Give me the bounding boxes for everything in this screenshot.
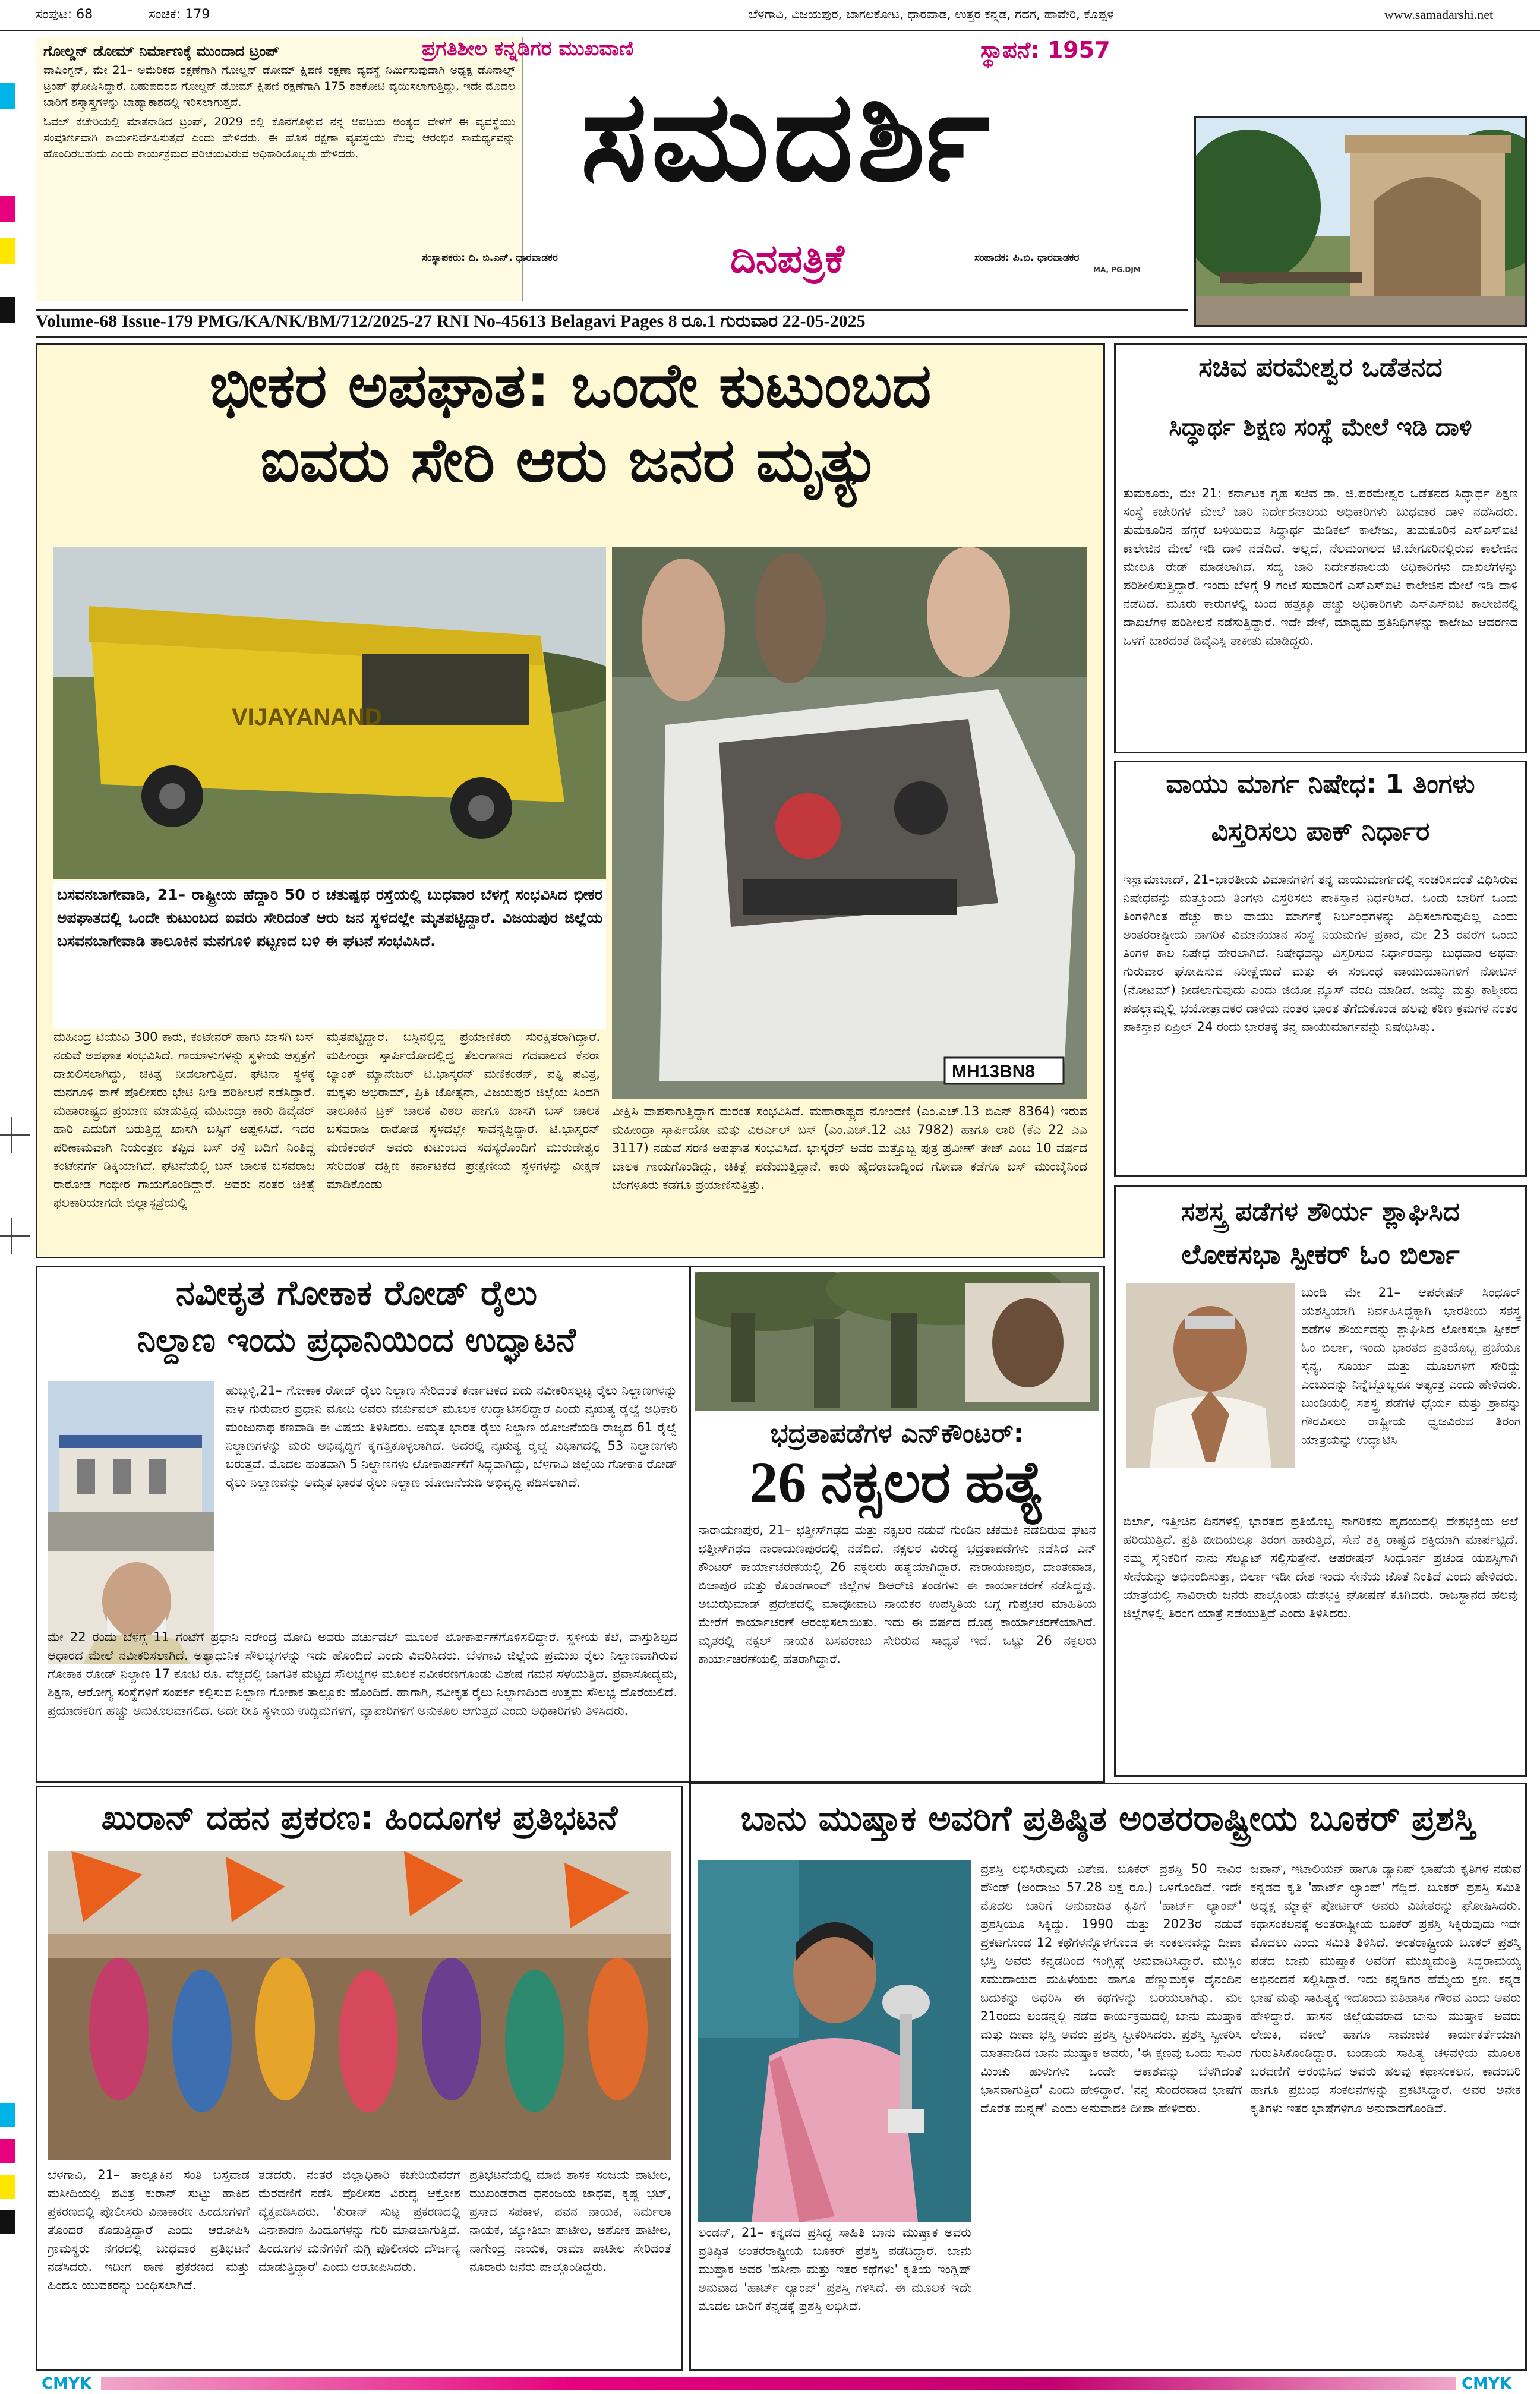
- bus-lettering: VIJAYANAND: [232, 704, 382, 730]
- airspace-headline-line1: ವಾಯು ಮಾರ್ಗ ನಿಷೇಧ: 1 ತಿಂಗಳು: [1166, 769, 1475, 799]
- naxal-body: ನಾರಾಯಣಪುರ, 21– ಛತ್ತೀಸ್‌ಗಢದ ಮತ್ತು ನಕ್ಸಲರ ನಡುವೆ ಗುಂಡಿನ ಚಕಮಕಿ ನಡೆದಿರುವ ಘಟನೆ ಛತ್ತೀಸ್‌ಗಢದ ನಾರಾಯಣಪುರದಲ್ಲಿ ನಡೆದಿದೆ. ನಕ್ಸಲರ ವಿರುದ್ಧ ಭದ್ರತಾಪಡೆಗಳು ನಡೆಸಿದ ಎನ್ ಕೌಂಟರ್ ಕಾರ್ಯಾಚರಣೆಯಲ್ಲಿ 26 ನಕ್ಸಲರು ಹತ್ಯೆಯಾಗಿದ್ದಾರೆ. ನಾರಾಯಣಪುರ, ದಾಂತೇವಾಡ, ಬಿಜಾಪುರ ಮತ್ತು ಕೊಂಡಗಾಂವ್ ಜಿಲ್ಲೆಗಳ ಡಿಆರ್‌ಜಿ ತಂಡಗಳು ಈ ಕಾರ್ಯಾಚರಣೆ ನಡೆಸಿದ್ದವು. ಅಬುಝಮಾಡ್ ಪ್ರದೇಶದಲ್ಲಿ ಮಾವೋವಾದಿ ನಾಯಕರ ಉಪಸ್ಥಿತಿಯ ಬಗ್ಗೆ ಗುಪ್ತಚರ ಮಾಹಿತಿಯ ಮೇರೆಗೆ ಕಾರ್ಯಾಚರಣೆ ಆರಂಭಿಸಲಾಯಿತು. ಇದು ಈ ವರ್ಷದ ದೊಡ್ಡ ಕಾರ್ಯಾಚರಣೆಯಾಗಿದೆ. ಮೃತರಲ್ಲಿ ನಕ್ಸಲ್ ನಾಯಕ ಬಸವರಾಜು ಸೇರಿರುವ ಸಾಧ್ಯತೆ ಇದೆ. ಒಟ್ಟು 26 ನಕ್ಸಲರು ಕಾರ್ಯಾಚರಣೆಯಲ್ಲಿ ಹತರಾಗಿದ್ದಾರೆ.: [698, 1523, 1096, 1666]
- booker-headline: ಬಾನು ಮುಷ್ತಾಕ ಅವರಿಗೆ ಪ್ರತಿಷ್ಠಿತ ಅಂತರರಾಷ್ಟ್ರೀಯ ಬೂಕರ್ ಪ್ರಶಸ್ತಿ: [740, 1798, 1476, 1838]
- college-gate-photo: [1194, 116, 1527, 327]
- black-swatch: [0, 297, 15, 323]
- founder-credit: ಸಂಸ್ಥಾಪಕರು: ದಿ. ಬಿ.ಎನ್. ಧಾರವಾಡಕರ: [422, 252, 558, 264]
- top-strip: [0, 0, 1540, 30]
- booker-body-column: ಜಪಾನ್, ಇಟಾಲಿಯನ್ ಹಾಗೂ ಡ್ಯಾನಿಷ್ ಭಾಷೆಯ ಕೃತಿಗಳ ನಡುವೆ ಕನ್ನಡದ ಕೃತಿ 'ಹಾರ್ಟ್ ಲ್ಯಾಂಪ್' ಗೆದ್ದಿದೆ. ಬೂಕರ್ ಪ್ರಶಸ್ತಿ ಸಮಿತಿ ಅಧ್ಯಕ್ಷ ಮ್ಯಾಕ್ಸ್ ಪೋರ್ಟರ್ ಅವರು ವಿಜೇತರನ್ನು ಘೋಷಿಸಿದರು. ಕಥಾಸಂಕಲನಕ್ಕೆ ಅಂತರಾಷ್ಟ್ರೀಯ ಬೂಕರ್ ಪ್ರಶಸ್ತಿ ಸಿಕ್ಕಿರುವುದು ಇದೇ ಮೊದಲು ಎಂದು ಸಮಿತಿ ತಿಳಿಸಿದೆ. ಅಂತರಾಷ್ಟ್ರೀಯ ಬೂಕರ್ ಪ್ರಶಸ್ತಿ ಪಡೆದ ಬಾನು ಮುಷ್ತಾಕ ಅವರಿಗೆ ಮುಖ್ಯಮಂತ್ರಿ ಸಿದ್ದರಾಮಯ್ಯ ಅಭಿನಂದನೆ ಸಲ್ಲಿಸಿದ್ದಾರೆ. ಇದು ಕನ್ನಡಿಗರ ಹೆಮ್ಮೆಯ ಕ್ಷಣ. ಕನ್ನಡ ಭಾಷೆ ಮತ್ತು ಸಾಹಿತ್ಯಕ್ಕೆ ಇದೊಂದು ಐತಿಹಾಸಿಕ ಗೌರವ ಎಂದು ಅವರು ಹೇಳಿದ್ದಾರೆ. ಹಾಸನ ಜಿಲ್ಲೆಯವರಾದ ಬಾನು ಮುಷ್ತಾಕ ಅವರು ಲೇಖಕಿ, ವಕೀಲೆ ಹಾಗೂ ಸಾಮಾಜಿಕ ಕಾರ್ಯಕರ್ತೆಯಾಗಿ ಗುರುತಿಸಿಕೊಂಡಿದ್ದಾರೆ. ಬಂಡಾಯ ಸಾಹಿತ್ಯ ಚಳವಳಿಯ ಮೂಲಕ ಬರವಣಿಗೆ ಆರಂಭಿಸಿದ ಅವರು ಹಲವು ಕಥಾಸಂಕಲನ, ಕಾದಂಬರಿ ಹಾಗೂ ಪ್ರಬಂಧ ಸಂಕಲನಗಳನ್ನು ಪ್ರಕಟಿಸಿದ್ದಾರೆ. ಅವರ ಅನೇಕ ಕೃತಿಗಳು ಇತರ ಭಾಷೆಗಳಿಗೂ ಅನುವಾದಗೊಂಡಿವೆ.: [1251, 1862, 1521, 2115]
- website-link[interactable]: www.samadarshi.net: [1384, 7, 1494, 22]
- booker-body-column: ಪ್ರಶಸ್ತಿ ಲಭಿಸಿರುವುದು ವಿಶೇಷ. ಬೂಕರ್ ಪ್ರಶಸ್ತಿ 50 ಸಾವಿರ ಪೌಂಡ್ (ಅಂದಾಜು 57.28 ಲಕ್ಷ ರೂ.) ಒಳಗೊಂಡಿದೆ. ಇದೇ ಮೊದಲ ಬಾರಿಗೆ ಅನುವಾದಿತ ಕೃತಿಗೆ 'ಹಾರ್ಟ್ ಲ್ಯಾಂಪ್' ಪ್ರಶಸ್ತಿಯೂ ಸಿಕ್ಕಿದ್ದು. 1990 ಮತ್ತು 2023ರ ನಡುವೆ ಪ್ರಕಟಗೊಂಡ 12 ಕಥೆಗಳನ್ನೊಳಗೊಂಡ ಈ ಸಂಕಲನವನ್ನು ದೀಪಾ ಭಸ್ತಿ ಅವರು ಕನ್ನಡದಿಂದ ಇಂಗ್ಲಿಷ್ಗೆ ಅನುವಾದಿಸಿದ್ದಾರೆ. ಮುಸ್ಲಿಂ ಸಮುದಾಯದ ಮಹಿಳೆಯರು ಹಾಗೂ ಹೆಣ್ಣುಮಕ್ಕಳ ದೈನಂದಿನ ಬದುಕನ್ನು ಅಧರಿಸಿ ಈ ಕಥೆಗಳನ್ನು ಬರೆಯಲಾಗಿತ್ತು. ಮೇ 21ರಂದು ಲಂಡನ್ನಲ್ಲಿ ನಡೆದ ಕಾರ್ಯಕ್ರಮದಲ್ಲಿ ಬಾನು ಮುಷ್ತಾಕ ಮತ್ತು ದೀಪಾ ಭಸ್ತಿ ಅವರು ಪ್ರಶಸ್ತಿ ಸ್ವೀಕರಿಸಿದರು. ಪ್ರಶಸ್ತಿ ಸ್ವೀಕರಿಸಿ ಮಾತನಾಡಿದ ಬಾನು ಮುಷ್ತಾಕ ಅವರು, 'ಈ ಕ್ಷಣವು ಒಂದು ಸಾವಿರ ಮಿಂಚು ಹುಳುಗಳು ಒಂದೇ ಆಕಾಶವನ್ನು ಬೆಳಗಿದಂತೆ ಭಾಸವಾಗುತ್ತಿದೆ' ಎಂದು ಹೇಳಿದ್ದಾರೆ. 'ನನ್ನ ಸುಂದರವಾದ ಭಾಷೆಗೆ ದೊರೆತ ಮನ್ನಣೆ' ಎಂದು ಅನುವಾದಕಿ ದೀಪಾ ಹೇಳಿದರು.: [980, 1862, 1242, 2115]
- ed-raid-headline-line1: ಸಚಿವ ಪರಮೇಶ್ವರ ಒಡೆತನದ: [1198, 352, 1443, 383]
- airspace-body: ಇಸ್ಲಾಮಾಬಾದ್, 21–ಭಾರತೀಯ ವಿಮಾನಗಳಿಗೆ ತನ್ನ ವಾಯುಮಾರ್ಗದಲ್ಲಿ ಸಂಚರಿಸದಂತೆ ವಿಧಿಸಿರುವ ನಿಷೇಧವನ್ನು ಮತ್ತೊಂದು ತಿಂಗಳು ವಿಸ್ತರಿಸಲು ಪಾಕಿಸ್ತಾನ ನಿರ್ಧರಿಸಿದೆ. ಒಂದು ಬಾರಿಗೆ ಒಂದು ತಿಂಗಳಿಗಿಂತ ಹೆಚ್ಚು ಕಾಲ ವಾಯು ಮಾರ್ಗಕ್ಕೆ ನಿರ್ಬಂಧಗಳನ್ನು ವಿಧಿಸಲಾಗುವುದಿಲ್ಲ ಎಂದು ಅಂತರರಾಷ್ಟ್ರೀಯ ನಾಗರಿಕ ವಿಮಾನಯಾನ ಸಂಸ್ಥೆ ನಿಯಮಗಳ ಪ್ರಕಾರ, ಮೇ 23 ರವರೆಗೆ ಒಂದು ತಿಂಗಳ ಕಾಲ ನಿಷೇಧ ಹೇರಲಾಗಿದೆ. ನಿಷೇಧವನ್ನು ವಿಸ್ತರಿಸುವ ನಿರ್ಧಾರವನ್ನು ಬುಧವಾರ ಅಥವಾ ಗುರುವಾರ ಘೋಷಿಸುವ ನಿರೀಕ್ಷೆಯಿದೆ ಮತ್ತು ಈ ಸಂಬಂಧ ವಾಯುಯಾನಿಗಳಿಗೆ ನೋಟಿಸ್ (ನೋಟಮ್) ನೀಡಲಾಗುವುದು ಎಂದು ಜಿಯೋ ನ್ಯೂಸ್ ವರದಿ ಮಾಡಿದೆ. ಜಮ್ಮು ಮತ್ತು ಕಾಶ್ಮೀರದ ಪಹಲ್ಗಾಮ್ನಲ್ಲಿ ಭಯೋತ್ಪಾದಕರ ದಾಳಿಯ ನಂತರ ಭಾರತ ತೆಗೆದುಕೊಂಡ ಹಲವು ಕಠಿಣ ಕ್ರಮಗಳ ನಂತರ ಪಾಕಿಸ್ತಾನ ಏಪ್ರಿಲ್ 24 ರಂದು ಭಾರತಕ್ಕೆ ತನ್ನ ವಾಯುಮಾರ್ಗವನ್ನು ನಿಷೇಧಿಸಿತ್ತು.: [1123, 872, 1518, 1034]
- lead-body-column: ವೀಕ್ಷಿಸಿ ವಾಪಸಾಗುತ್ತಿದ್ದಾಗ ದುರಂತ ಸಂಭವಿಸಿದೆ. ಮಹಾರಾಷ್ಟ್ರದ ನೋಂದಣಿ (ಎಂ.ಎಚ್.13 ಬಿಎನ್ 8364) ಇರುವ ಮಹೀಂದ್ರಾ ಸ್ಕಾರ್ಪಿಯೋ ಮತ್ತು ವಿಆರ್ಎಲ್ ಬಸ್ (ಎಂ.ಎಚ್.12 ಎಟಿ 7982) ಹಾಗೂ ಲಾರಿ (ಕೆಎ 22 ಎಎ 3117) ನಡುವೆ ಸರಣಿ ಅಪಘಾತ ಸಂಭವಿಸಿದೆ. ಭಾಸ್ಕರನ್ ಅವರ ಮತ್ತೊಬ್ಬ ಪುತ್ರ ಪ್ರವೀಣ್ ತೇಜ್ ಎಂಬ 10 ವರ್ಷದ ಬಾಲಕ ಗಾಯಗೊಂಡಿದ್ದು, ಚಿಕಿತ್ಸೆ ಪಡೆಯುತ್ತಿದ್ದಾನೆ. ಕಾರು ಹೈದರಾಬಾದ್ನಿಂದ ಗೋವಾ ಕಡೆಗೂ ಬಸ್ ಮುಂಬೈನಿಂದ ಬೆಂಗಳೂರು ಕಡೆಗೂ ಪ್ರಯಾಣಿಸುತ್ತಿತ್ತು.: [612, 1104, 1087, 1192]
- om-birla-image: [1126, 1283, 1295, 1468]
- banu-mushtaq-photo: [698, 1860, 971, 2222]
- lead-headline-line1: ಭೀಕರ ಅಪಘಾತ: ಒಂದೇ ಕುಟುಂಬದ: [209, 351, 932, 421]
- magenta-swatch: [0, 196, 15, 222]
- lead-headline-line2: ಐವರು ಸೇರಿ ಆರು ಜನರ ಮೃತ್ಯು: [260, 425, 881, 496]
- naxal-forces-image: [695, 1272, 1099, 1411]
- cmyk-label-right: CMYK: [1462, 2375, 1511, 2393]
- booker-photo-caption: ಲಂಡನ್, 21– ಕನ್ನಡದ ಪ್ರಸಿದ್ಧ ಸಾಹಿತಿ ಬಾನು ಮುಷ್ತಾಕ ಅವರು ಪ್ರತಿಷ್ಠಿತ ಅಂತರರಾಷ್ಟ್ರೀಯ ಬೂಕರ್ ಪ್ರಶಸ್ತಿ ಪಡೆದಿದ್ದಾರೆ. ಬಾನು ಮುಷ್ತಾಕ ಅವರ 'ಹಸೀನಾ ಮತ್ತು ಇತರ ಕಥೆಗಳು' ಕೃತಿಯ ಇಂಗ್ಲಿಷ್ ಅನುವಾದ 'ಹಾರ್ಟ್ ಲ್ಯಾಂಪ್' ಪ್ರಶಸ್ತಿ ಗಳಿಸಿದೆ. ಈ ಮೂಲಕ ಇದೇ ಮೊದಲ ಬಾರಿಗೆ ಕನ್ನಡಕ್ಕೆ ಪ್ರಶಸ್ತಿ ಲಭಿಸಿದೆ.: [698, 2225, 971, 2313]
- lead-body-column: ಮೃತಪಟ್ಟಿದ್ದಾರೆ. ಬಸ್ಸಿನಲ್ಲಿದ್ದ ಪ್ರಯಾಣಿಕರು ಸುರಕ್ಷಿತರಾಗಿದ್ದಾರೆ. ಮಹೀಂದ್ರಾ ಸ್ಕಾರ್ಪಿಯೋದಲ್ಲಿದ್ದ ತೆಲಂಗಾಣದ ಗದವಾಲದ ಕೆನರಾ ಬ್ಯಾಂಕ್ ಮ್ಯಾನೇಜರ್ ಟಿ.ಭಾಸ್ಕರನ್ ಮಣಿಕಂಠನ್, ಪತ್ನಿ ಪವಿತ್ರ, ಮಕ್ಕಳು ಅಭಿರಾಮ್, ಪ್ರಿತಿ ಜೋತ್ಸನಾ, ವಿಜಯಪುರ ಜಿಲ್ಲೆಯ ಸಿಂದಗಿ ತಾಲೂಕಿನ ಟ್ರಕ್ ಚಾಲಕ ವಿಠಲ ಹಾಗೂ ಖಾಸಗಿ ಬಸ್ ಚಾಲಕ ಬಸವರಾಜ ರಾಠೋಡ ಸ್ಥಳದಲ್ಲೇ ಸಾವನ್ನಪ್ಪಿದ್ದಾರೆ. ಟಿ.ಭಾಸ್ಕರನ್ ಮಣಿಕಂಠನ್ ಅವರು ಕುಟುಂಬದ ಸದಸ್ಯರೊಂದಿಗೆ ಮುರುಡೇಶ್ವರ ಸೇರಿದಂತೆ ದಕ್ಷಿಣ ಕರ್ನಾಟಕದ ಪ್ರೇಕ್ಷಣೀಯ ಸ್ಥಳಗಳನ್ನು ವೀಕ್ಷಣೆ ಮಾಡಿಕೊಂಡು: [327, 1030, 600, 1191]
- issue-volume: ಸಂಪುಟ: 68: [36, 7, 93, 22]
- bus-image: [53, 547, 606, 879]
- railway-body-bottom: ಮೇ 22 ರಂದು ಬೆಳಗ್ಗೆ 11 ಗಂಟೆಗೆ ಪ್ರಧಾನಿ ನರೇಂದ್ರ ಮೋದಿ ಅವರು ವರ್ಚುವಲ್ ಮೂಲಕ ಲೋಕಾರ್ಪಣೆಗೊಳಿಸಲಿದ್ದಾರೆ. ಸ್ಥಳೀಯ ಕಲೆ, ವಾಸ್ತುಶಿಲ್ಪದ ಆಧಾರದ ಮೇಲೆ ನವೀಕರಿಸಲಾಗಿದೆ. ಅತ್ಯಾಧುನಿಕ ಸೌಲಭ್ಯಗಳನ್ನು ಇದು ಹೊಂದಿದೆ ಎಂದು ವಿವರಿಸಿದರು. ಬೆಳಗಾವಿ ಜಿಲ್ಲೆಯ ಪ್ರಮುಖ ರೈಲು ನಿಲ್ದಾಣವಾಗಿರುವ ಗೋಕಾಕ ರೋಡ್ ನಿಲ್ದಾಣ 17 ಕೋಟಿ ರೂ. ವೆಚ್ಚದಲ್ಲಿ ಜಾಗತಿಕ ಮಟ್ಟದ ಸೌಲಭ್ಯಗಳ ಮೂಲಕ ನವೀಕರಣಗೊಂಡು ವಿಶೇಷ ಗಮನ ಸೆಳೆಯುತ್ತಿದೆ. ಪ್ರವಾಸೋದ್ಯಮ, ಶಿಕ್ಷಣ, ಆರೋಗ್ಯ ಸಂಸ್ಥೆಗಳಿಗೆ ಸಂಪರ್ಕ ಕಲ್ಪಿಸುವ ನಿಲ್ದಾಣ ಗೋಕಾಕ ತಾಲ್ಲೂಕು ಹೊಂದಿದೆ. ಹಾಗಾಗಿ, ನವೀಕೃತ ರೈಲು ನಿಲ್ದಾಣದಿಂದ ಉತ್ತಮ ಸೌಲಭ್ಯ ದೊರೆಯಲಿದೆ. ಪ್ರಯಾಣಿಕರಿಗೆ ಹೆಚ್ಚು ಅನುಕೂಲವಾಗಲಿದೆ. ಅದೇ ರೀತಿ ಸ್ಥಳೀಯ ಉದ್ದಿಮೆಗಳಿಗೆ, ವ್ಯಾಪಾರಿಗಳಿಗೆ ಅನುಕೂಲ ಆಗುತ್ತದೆ ಎಂದು ಅಧಿಕಾರಿಗಳು ತಿಳಿಸಿದರು.: [48, 1630, 677, 1718]
- airspace-headline-line2: ವಿಸ್ತರಿಸಲು ಪಾಕ್ ನಿರ್ಧಾರ: [1211, 816, 1430, 847]
- magenta-gradient-bar: [101, 2377, 1456, 2390]
- banu-mushtaq-image: [698, 1860, 971, 2222]
- car-accident-photo: [612, 547, 1087, 1099]
- cyan-swatch-bottom: [0, 2103, 15, 2127]
- editor-degree: MA, PG.DJM: [1093, 266, 1141, 274]
- ed-raid-headline-line2: ಸಿದ್ಧಾರ್ಥ ಶಿಕ್ಷಣ ಸಂಸ್ಥೆ ಮೇಲೆ ಇಡಿ ದಾಳಿ: [1169, 414, 1472, 441]
- ed-raid-body: ತುಮಕೂರು, ಮೇ 21: ಕರ್ನಾಟಕ ಗೃಹ ಸಚಿವ ಡಾ. ಜಿ.ಪರಮೇಶ್ವರ ಒಡೆತನದ ಸಿದ್ಧಾರ್ಥ ಶಿಕ್ಷಣ ಸಂಸ್ಥೆ ಕಚೇರಿಗಳ ಮೇಲೆ ಜಾರಿ ನಿರ್ದೇಶನಾಲಯ ಅಧಿಕಾರಿಗಳು ಬುಧವಾರ ದಾಳಿ ನಡೆಸಿದರು. ತುಮಕೂರಿನ ಹೆಗ್ಗೆರೆ ಬಳಿಯಿರುವ ಸಿದ್ಧಾರ್ಥ ಮೆಡಿಕಲ್ ಕಾಲೇಜು, ತುಮಕೂರಿನ ಎಸ್ಎಸ್ಐಟಿ ಕಾಲೇಜಿನ ಮೇಲೆ ಇಡಿ ದಾಳಿ ನಡೆದಿದೆ. ಅಲ್ಲದೆ, ನೆಲಮಂಗಲದ ಟಿ.ಬೇಗೂರಿನಲ್ಲಿರುವ ಕಾಲೇಜಿನ ಮೇಲೂ ರೇಡ್ ಮಾಡಲಾಗಿದೆ. ಸದ್ಯ ಜಾರಿ ನಿರ್ದೇಶನಾಲಯ ಅಧಿಕಾರಿಗಳು ದಾಖಲೆಗಳನ್ನು ಪರಿಶೀಲಿಸುತ್ತಿದ್ದಾರೆ. ಇಂದು ಬೆಳಗ್ಗೆ 9 ಗಂಟೆ ಸುಮಾರಿಗೆ ಎಸ್ಎಸ್ಐಟಿ ಕಾಲೇಜಿನ ಮೇಲೆ ಇಡಿ ದಾಳಿ ನಡೆದಿದೆ. ಮೂರು ಕಾರುಗಳಲ್ಲಿ ಬಂದ ಹತ್ತಕ್ಕೂ ಹೆಚ್ಚು ಅಧಿಕಾರಿಗಳು ಎಸ್ಎಸ್ಐಟಿ ಕಾಲೇಜಿನಲ್ಲಿ ದಾಖಲೆಗಳ ಪರಿಶೀಲನೆ ನಡೆಸುತ್ತಿದ್ದಾರೆ. ಇದೇ ವೇಳೆ, ಮಾಧ್ಯಮ ಪ್ರತಿನಿಧಿಗಳನ್ನು ಕಾಲೇಜು ಆವರಣದ ಒಳಗೆ ಬಾರದಂತೆ ಡಿವೈಎಸ್ಪಿ ತಾಕೀತು ಮಾಡಿದ್ದರು.: [1123, 486, 1518, 648]
- bottom-strip: [0, 2374, 1540, 2394]
- number-plate: MH13BN8: [952, 1062, 1036, 1081]
- station-photo: [48, 1381, 214, 1551]
- railway-body-top: ಹುಬ್ಬಳ್ಳಿ,21– ಗೋಕಾಕ ರೋಡ್ ರೈಲು ನಿಲ್ದಾಣ ಸೇರಿದಂತೆ ಕರ್ನಾಟಕದ ಐದು ನವೀಕರಿಸಲ್ಪಟ್ಟ ರೈಲು ನಿಲ್ದಾಣಗಳನ್ನು ನಾಳೆ ಗುರುವಾರ ಪ್ರಧಾನಿ ಮೋದಿ ಅವರು ವರ್ಚುವಲ್ ಮೂಲಕ ಉದ್ಘಾಟಿಸಲಿದ್ದಾರೆ ಎಂದು ನೈಋತ್ಯ ರೈಲ್ವೆ ಅಧಿಕಾರಿ ಮಂಜುನಾಥ ಕಣವಾಡಿ ಈ ವಿಷಯ ತಿಳಿಸಿದರು. ಅಮೃತ ಭಾರತ ರೈಲು ನಿಲ್ದಾಣ ಯೋಜನೆಯಡಿ ರಾಜ್ಯದ 61 ರೈಲ್ವೆ ನಿಲ್ದಾಣಗಳನ್ನು ಮರು ಅಭಿವೃದ್ಧಿಗೆ ಕೈಗೆತ್ತಿಕೊಳ್ಳಲಾಗಿದೆ. ಅದರಲ್ಲಿ ನೈಋತ್ಯ ರೈಲ್ವೆ ವಿಭಾಗದಲ್ಲಿ 53 ನಿಲ್ದಾಣಗಳು ಬರುತ್ತವೆ. ಮೊದಲ ಹಂತವಾಗಿ 5 ನಿಲ್ದಾಣಗಳು ಲೋಕಾರ್ಪಣೆಗೆ ಸಿದ್ಧವಾಗಿದ್ದು, ಬೆಳಗಾವಿ ಜಿಲ್ಲೆಯ ಗೋಕಾಕ ರೋಡ್ ರೈಲು ನಿಲ್ದಾಣವನ್ನು ಅಮೃತ ಭಾರತ ರೈಲು ನಿಲ್ದಾಣ ಯೋಜನೆಯಡಿ ಅಭಿವೃದ್ಧಿ ಪಡಿಸಲಾಗಿದೆ.: [226, 1383, 677, 1490]
- top-rule: [0, 30, 1540, 31]
- protest-photo: [48, 1851, 671, 2160]
- yellow-swatch-bottom: [0, 2175, 15, 2199]
- ear-left-headline: ಗೋಲ್ಡನ್ ಡೋಮ್ ನಿರ್ಮಾಣಕ್ಕೆ ಮುಂದಾದ ಟ್ರಂಪ್: [43, 43, 280, 59]
- editor-credit: ಸಂಪಾದಕ: ಪಿ.ಬಿ. ಧಾರವಾಡಕರ: [974, 252, 1080, 264]
- registration-mark: [0, 1218, 30, 1254]
- issue-number: ಸಂಚಿಕೆ: 179: [149, 7, 210, 22]
- masthead: [416, 37, 1159, 307]
- naxal-headline-line2: 26 ನಕ್ಸಲರ ಹತ್ಯೆ: [749, 1450, 1045, 1514]
- newspaper-subtitle: ದಿನಪತ್ರಿಕೆ: [730, 236, 844, 282]
- black-swatch-bottom: [0, 2210, 15, 2234]
- cmyk-label-left: CMYK: [42, 2375, 91, 2393]
- masthead-tagline: ಪ್ರಗತಿಶೀಲ ಕನ್ನಡಿಗರ ಮುಖವಾಣಿ: [422, 37, 634, 61]
- dateline: Volume-68 Issue-179 PMG/KA/NK/BM/712/2025-27 RNI No-45613 Belagavi Pages 8 ರೂ.1 ಗುರುವಾರ 22-05-2025: [36, 311, 866, 331]
- college-gate-image: [1196, 118, 1527, 327]
- registration-mark: [0, 1117, 30, 1153]
- dateline-rule-bottom: [36, 336, 1527, 338]
- om-birla-headline-line1: ಸಶಸ್ತ್ರ ಪಡೆಗಳ ಶೌರ್ಯ ಶ್ಲಾಘಿಸಿದ: [1181, 1197, 1460, 1227]
- lead-photo-caption: ಬಸವನಬಾಗೇವಾಡಿ, 21– ರಾಷ್ಟ್ರೀಯ ಹೆದ್ದಾರಿ 50 ರ ಚತುಷ್ಪಥ ರಸ್ತೆಯಲ್ಲಿ ಬುಧವಾರ ಬೆಳಗ್ಗೆ ಸಂಭವಿಸಿದ ಭೀಕರ ಅಪಘಾತದಲ್ಲಿ ಒಂದೇ ಕುಟುಂಬದ ಐವರು ಸೇರಿದಂತೆ ಆರು ಜನ ಸ್ಥಳದಲ್ಲೇ ಮೃತಪಟ್ಟಿದ್ದಾರೆ. ವಿಜಯಪುರ ಜಿಲ್ಲೆಯ ಬಸವನಬಾಗೇವಾಡಿ ತಾಲೂಕಿನ ಮನಗೂಳಿ ಪಟ್ಟಣದ ಬಳಿ ಈ ಘಟನೆ ಸಂಭವಿಸಿದೆ.: [53, 881, 606, 1029]
- om-birla-photo: [1126, 1283, 1295, 1468]
- om-birla-body: ಬಿರ್ಲಾ, ಇತ್ತೀಚಿನ ದಿನಗಳಲ್ಲಿ ಭಾರತದ ಪ್ರತಿಯೊಬ್ಬ ನಾಗರಿಕನು ಹೃದಯದಲ್ಲಿ ದೇಶಭಕ್ತಿಯ ಅಲೆ ಹರಿಯುತ್ತಿದೆ. ಪ್ರತಿ ಬೀದಿಯಲ್ಲೂ ತಿರಂಗ ಹಾರುತ್ತಿದೆ, ಸೇನೆ ಶಕ್ತಿ ರಾಷ್ಟ್ರದ ಶಕ್ತಿಯಾಗಿ ಮಾರ್ಪಟ್ಟಿದೆ. ನಮ್ಮ ಸೈನಿಕರಿಗೆ ನಾನು ಸೆಲ್ಯೂಟ್ ಸಲ್ಲಿಸುತ್ತೇನೆ. ಆಪರೇಷನ್ ಸಿಂಧೂರ್ನ ಪ್ರಚಂಡ ಯಶಸ್ಸಿಗಾಗಿ ಸೇನೆಯನ್ನು ಅಭಿನಂದಿಸುತ್ತಾ, ಬಿರ್ಲಾ ಇಡೀ ದೇಶ ಇಂದು ಸೇನೆಯ ಜೊತೆ ನಿಂತಿದೆ ಎಂದು ಹೇಳಿದರು. ಯಾತ್ರೆಯಲ್ಲಿ ಸಾವಿರಾರು ಜನರು ಪಾಲ್ಗೊಂಡು ದೇಶಭಕ್ತಿ ಘೋಷಣೆ ಕೂಗಿದರು. ರಾಜಸ್ಥಾನದ ಹಲವು ಜಿಲ್ಲೆಗಳಲ್ಲಿ ತಿರಂಗ ಯಾತ್ರೆ ನಡೆಯುತ್ತಿದೆ ಎಂದು ತಿಳಿಸಿದರು.: [1123, 1514, 1518, 1620]
- quran-body-column: ತಡೆದರು. ನಂತರ ಜಿಲ್ಲಾಧಿಕಾರಿ ಕಚೇರಿಯವರೆಗೆ ಮೆರವಣಿಗೆ ನಡೆಸಿ ಪೊಲೀಸರ ವಿರುದ್ಧ ಆಕ್ರೋಶ ವ್ಯಕ್ತಪಡಿಸಿದರು. 'ಕುರಾನ್ ಸುಟ್ಟ ಪ್ರಕರಣದಲ್ಲಿ ವಿನಾಕಾರಣ ಹಿಂದೂಗಳನ್ನು ಗುರಿ ಮಾಡಲಾಗುತ್ತಿದೆ. ಹಿಂದೂಗಳ ಮನೆಗಳಿಗೆ ನುಗ್ಗಿ ಪೊಲೀಸರು ದೌರ್ಜನ್ಯ ಮಾಡುತ್ತಿದ್ದಾರೆ' ಎಂದು ಆರೋಪಿಸಿದರು.: [258, 2168, 460, 2274]
- naxal-forces-photo: [695, 1272, 1099, 1411]
- dateline-rule-top: [36, 309, 1188, 311]
- naxal-headline-line1: ಭದ್ರತಾಪಡೆಗಳ ಎನ್‌ಕೌಂಟರ್:: [770, 1418, 1024, 1449]
- yellow-swatch: [0, 238, 15, 264]
- lead-body-column: ಮಹೀಂದ್ರ ಟಿಯುವಿ 300 ಕಾರು, ಕಂಟೇನರ್ ಹಾಗು ಖಾಸಗಿ ಬಸ್ ನಡುವೆ ಅಪಘಾತ ಸಂಭವಿಸಿದೆ. ಗಾಯಾಳುಗಳನ್ನು ಸ್ಥಳೀಯ ಆಸ್ಪತ್ರೆಗೆ ದಾಖಲಿಸಲಾಗಿದ್ದು, ಚಿಕಿತ್ಸೆ ನೀಡಲಾಗುತ್ತಿದೆ. ಘಟನಾ ಸ್ಥಳಕ್ಕೆ ಮನಗೂಳಿ ಠಾಣೆ ಪೊಲೀಸರು ಭೇಟಿ ನೀಡಿ ಪರಿಶೀಲನೆ ನಡೆಸಿದ್ದಾರೆ. ಮಹಾರಾಷ್ಟ್ರದ ಪ್ರಯಾಣ ಮಾಡುತ್ತಿದ್ದ ಮಹೀಂದ್ರಾ ಕಾರು ಡಿವೈಡರ್ ಹಾರಿ ಎದುರಿಗೆ ಬರುತ್ತಿದ್ದ ಖಾಸಗಿ ಬಸ್ಸಿಗೆ ಅಪ್ಪಳಿಸಿದೆ. ಇದರ ಪರಿಣಾಮವಾಗಿ ನಿಯಂತ್ರಣ ತಪ್ಪಿದ ಬಸ್ ರಸ್ತೆ ಬದಿಗೆ ನಿಂತಿದ್ದ ಕಂಟೇನರ್ಗೆ ಡಿಕ್ಕಿಯಾಗಿದೆ. ಘಟನೆಯಲ್ಲಿ ಬಸ್ ಚಾಲಕ ಬಸವರಾಜ ರಾಠೋಡ ಗಂಭೀರ ಗಾಯಗೊಂಡಿದ್ದಾರೆ. ಅವರು ನಂತರ ಚಿಕಿತ್ಸೆ ಫಲಕಾರಿಯಾಗದೇ ಜಿಲ್ಲಾಸ್ಪತ್ರೆಯಲ್ಲಿ: [53, 1030, 315, 1210]
- cyan-swatch: [0, 83, 15, 109]
- railway-headline-line1: ನವೀಕೃತ ಗೋಕಾಕ ರೋಡ್ ರೈಲು: [175, 1273, 538, 1313]
- quran-body-column: ಪ್ರತಿಭಟನೆಯಲ್ಲಿ ಮಾಜಿ ಶಾಸಕ ಸಂಜಯ ಪಾಟೀಲ, ಮುಖಂಡರಾದ ಧನಂಜಯ ಜಾಧವ, ಕೃಷ್ಣ ಭಟ್, ಪ್ರಸಾದ ಸಪಕಾಳ, ಪವನ ನಾಯಕ, ನಿರ್ಮಲಾ ನಾಯಕ, ಜ್ಯೋತಿಬಾ ಪಾಟೀಲ, ಅಶೋಕ ಪಾಟೀಲ, ನಾಗೇಂದ್ರ ನಾಯಕ, ರಾಮಾ ಪಾಟೀಲ ಸೇರಿದಂತೆ ನೂರಾರು ಜನರು ಪಾಲ್ಗೊಂಡಿದ್ದರು.: [469, 2168, 671, 2274]
- om-birla-headline-line2: ಲೋಕಸಭಾ ಸ್ಪೀಕರ್ ಓಂ ಬಿರ್ಲಾ: [1181, 1238, 1460, 1270]
- ear-left-para: ವಾಷಿಂಗ್ಟನ್, ಮೇ 21– ಅಮೆರಿಕದ ರಕ್ಷಣೆಗಾಗಿ ಗೋಲ್ಡನ್ ಡೋಮ್ ಕ್ಷಿಪಣಿ ರಕ್ಷಣಾ ವ್ಯವಸ್ಥೆ ನಿರ್ಮಿಸುವುದಾಗಿ ಅಧ್ಯಕ್ಷ ಡೊನಾಲ್ಡ್ ಟ್ರಂಪ್ ಘೋಷಿಸಿದ್ದಾರೆ. ಬಹುಪದರದ ಗೋಲ್ಡನ್ ಡೋಮ್ ಕ್ಷಿಪಣಿ ರಕ್ಷಣೆಗಾಗಿ 175 ಶತಕೋಟಿ ವ್ಯಯಿಸಲಾಗುತ್ತಿದ್ದು, ಇದೇ ಮೊದಲ ಬಾರಿಗೆ ಶಸ್ತ್ರಾಸ್ತ್ರಗಳನ್ನು ಬಾಹ್ಯಾಕಾಶದಲ್ಲಿ ಇರಿಸಲಾಗುತ್ತದೆ.: [43, 64, 515, 109]
- ear-left-para: ಓವಲ್ ಕಚೇರಿಯಲ್ಲಿ ಮಾತನಾಡಿದ ಟ್ರಂಪ್, 2029 ರಲ್ಲಿ ಕೊನೆಗೊಳ್ಳುವ ನನ್ನ ಅವಧಿಯ ಅಂತ್ಯದ ವೇಳೆಗೆ ಈ ವ್ಯವಸ್ಥೆಯು ಸಂಪೂರ್ಣವಾಗಿ ಕಾರ್ಯನಿರ್ವಹಿಸುತ್ತದೆ ಎಂದು ಹೇಳಿದರು. ಈ ಹೊಸ ರಕ್ಷಣಾ ವ್ಯವಸ್ಥೆಯು ಕೆಲವು ಆರಂಭಿಕ ಸಾಮರ್ಥ್ಯವನ್ನು ಹೊಂದಿರಬಹುದು ಎಂದು ಕಾರ್ಯಕ್ರಮದ ಪರಿಚಯವಿರುವ ಅಧಿಕಾರಿಯೊಬ್ಬರು ಹೇಳಿದರು.: [43, 115, 515, 160]
- car-image: [612, 547, 1087, 1099]
- om-birla-side-text: ಬುಂಡಿ ಮೇ 21– ಆಪರೇಷನ್ ಸಿಂಧೂರ್ ಯಶಸ್ವಿಯಾಗಿ ನಿರ್ವಹಿಸಿದ್ದಕ್ಕಾಗಿ ಭಾರತೀಯ ಸಶಸ್ತ್ರ ಪಡೆಗಳ ಶೌರ್ಯವನ್ನು ಶ್ಲಾಘಿಸಿದ ಲೋಕಸಭಾ ಸ್ಪೀಕರ್ ಓಂ ಬಿರ್ಲಾ, ಇಂದು ಭಾರತದ ಪ್ರತಿಯೊಬ್ಬ ಪ್ರಜೆಯೂ ಸೈನ್ಯ, ಸೂರ್ಯ ಮತ್ತು ಮೂಲಗಳಿಗೆ ಸೇರಿದ್ದು ಎಂಬುದನ್ನು ನಿನ್ನೆಬ್ಬೊಬ್ಬರೂ ಅತ್ಯಂತ್ರ ಎಂದು ಹೇಳಿದರು. ಬುಂಡಿಯಲ್ಲಿ ಸಶಸ್ತ್ರ ಪಡೆಗಳ ಧೈರ್ಯ ಮತ್ತು ಶ್ರಾವನ್ನು ಗೌರವಿಸಲು ರಾಷ್ಟ್ರೀಯ ಧ್ವಜವಿರುವ ತಿರಂಗ ಯಾತ್ರೆಯನ್ನು ಉದ್ಘಾಟಿಸಿ: [1301, 1285, 1521, 1447]
- station-image: [48, 1381, 214, 1551]
- quran-headline: ಖುರಾನ್ ದಹನ ಪ್ರಕರಣ: ಹಿಂದೂಗಳ ಪ್ರತಿಭಟನೆ: [101, 1799, 618, 1837]
- bus-accident-photo: [53, 547, 606, 879]
- quran-body-column: ಬೆಳಗಾವಿ, 21– ತಾಲ್ಲೂಕಿನ ಸಂತಿ ಬಸ್ತವಾಡ ಮಸೀದಿಯಲ್ಲಿ ಪವಿತ್ರ ಕುರಾನ್ ಸುಟ್ಟು ಹಾಕಿದ ಪ್ರಕರಣದಲ್ಲಿ ಪೊಲೀಸರು ವಿನಾಕಾರಣ ಹಿಂದೂಗಳಿಗೆ ತೊಂದರೆ ಕೊಡುತ್ತಿದ್ದಾರೆ ಎಂದು ಆರೋಪಿಸಿ ಗ್ರಾಮಸ್ಥರು ನಗರದಲ್ಲಿ ಬುಧವಾರ ಪ್ರತಿಭಟನೆ ನಡೆಸಿದರು. ಇದೀಗ ಠಾಣೆ ಪ್ರಕರಣದ ಮತ್ತು ಹಿಂದೂ ಯುವಕರನ್ನು ಬಂಧಿಸಲಾಗಿದೆ.: [48, 2168, 250, 2292]
- railway-headline-line2: ನಿಲ್ದಾಣ ಇಂದು ಪ್ರಧಾನಿಯಿಂದ ಉದ್ಘಾಟನೆ: [137, 1321, 576, 1360]
- established-year: ಸ್ಥಾಪನೆ: 1957: [980, 37, 1110, 63]
- magenta-swatch-bottom: [0, 2139, 15, 2163]
- districts-list: ಬೆಳಗಾವಿ, ವಿಜಯಪುರ, ಬಾಗಲಕೋಟ, ಧಾರವಾಡ, ಉತ್ತರ ಕನ್ನಡ, ಗದಗ, ಹಾವೇರಿ, ಕೊಪ್ಪಳ: [749, 7, 1114, 21]
- newspaper-title: ಸಮದರ್ಶಿ: [580, 64, 994, 209]
- protest-image: [48, 1851, 671, 2160]
